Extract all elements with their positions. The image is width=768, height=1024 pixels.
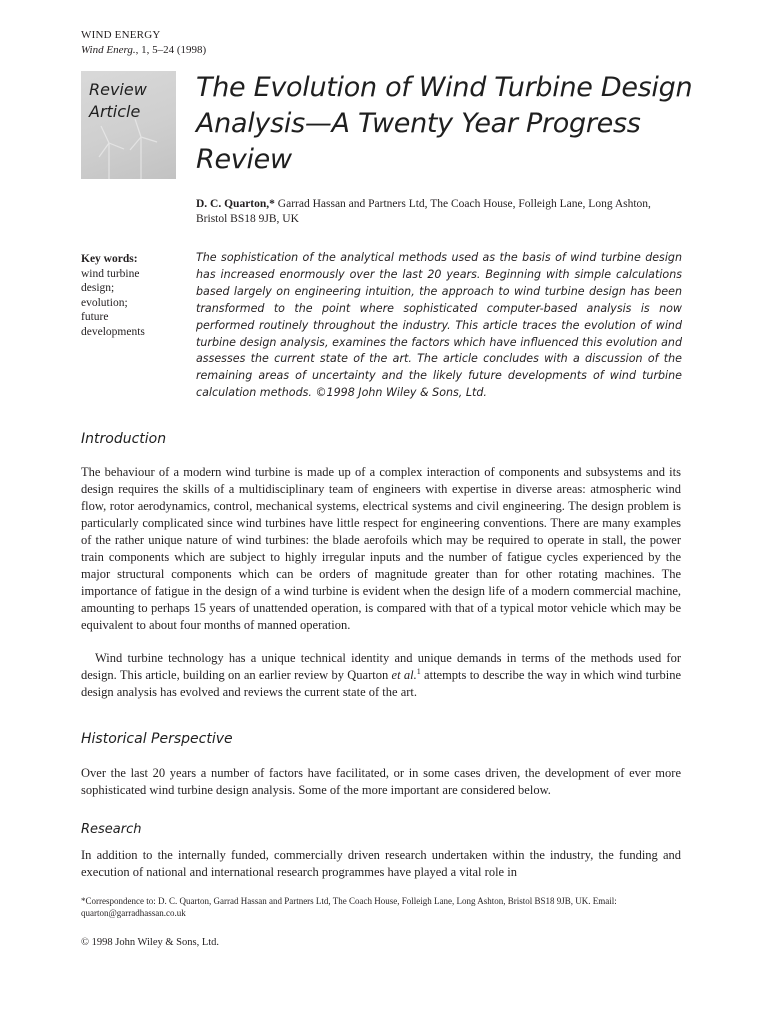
intro-paragraph-2 [81, 650, 681, 701]
keywords-list [81, 267, 181, 340]
review-article-label: Review Article [89, 80, 147, 121]
copyright-line: © 1998 John Wiley & Sons, Ltd. [81, 937, 220, 948]
abstract: The sophistication of the analytical methods used as the basis of wind turbine design has increased enormously over the last 20 years. Beginning with simple calculations based largely on engineering intuition, the approach to wind turbine design has been transformed to the point where sophisticated computer-based analysis is now performed routinely throughout the industry. This article traces the evolution of wind turbine design analysis, examines the factors which have influenced this evolution and assesses the current state of the art. The article concludes with a discussion of the remaining areas of uncertainty and the likely future developments of wind turbine calculation methods. ©1998 John Wiley & Sons, Ltd. [196, 251, 682, 400]
journal-name: WIND ENERGY [81, 29, 161, 41]
keyword-item: evolution; [81, 296, 128, 309]
historical-paragraph-1: Over the last 20 years a number of factors have facilitated, or in some cases driven, the development of ever more sophisticated wind turbine design analysis. Some of the more important are considered below. [81, 766, 681, 797]
subsection-heading-research: Research [81, 822, 142, 837]
author-name: D. C. Quarton,* [196, 198, 275, 210]
citation-volume-pages: , 1, 5–24 (1998) [135, 44, 207, 56]
keyword-item: design; [81, 282, 115, 294]
intro-paragraph-1: The behaviour of a modern wind turbine is made up of a complex interaction of components and subsystems and its design requires the skills of a multidisciplinary team of engineers with expertise in diverse areas: atmospheric wind flow, rotor aerodynamics, control, mechanical systems, electrical systems and civil engineering. The design problem is particularly complicated since wind turbines have little respect for engineering conventions. There are many examples of the rather unique nature of wind turbines: the blade aerofoils which may be required to operate in stall, the power train components which are subject to highly irregular inputs and the number of fatigue cycles experienced by the major structural components which can be orders of magnitude greater than for other rotating machines. The importance of fatigue in the design of a wind turbine is evident when the design life of a modern commercial machine, amounting to perhaps 15 years of unattended operation, is compared with that of a typical motor vehicle which may be equivalent to about four months of manned operation. [81, 465, 681, 632]
review-article-badge [81, 71, 176, 179]
citation-journal-abbrev: Wind Energ. [81, 44, 136, 56]
intro-p2-text-start: Wind turbine technology has a unique technical identity and unique demands in terms of the methods used for design. This article, building on an earlier review by Quarton [81, 651, 681, 682]
article-title: The Evolution of Wind Turbine Design Analysis—A Twenty Year Progress Review [196, 72, 693, 175]
keyword-item: developments [81, 325, 145, 338]
section-heading-historical-perspective: Historical Perspective [81, 731, 233, 747]
intro-p2-etal: et al. [391, 668, 417, 682]
keyword-item: wind turbine [81, 267, 140, 280]
section-heading-introduction: Introduction [81, 431, 167, 447]
author-affiliation: Garrad Hassan and Partners Ltd, The Coach House, Folleigh Lane, Long Ashton, Bristol BS18 9JB, UK [196, 198, 651, 225]
journal-citation [81, 44, 206, 56]
correspondence-footnote: *Correspondence to: D. C. Quarton, Garrad Hassan and Partners Ltd, The Coach House, Folleigh Lane, Long Ashton, Bristol BS18 9JB, UK. Email: quarton@garradhassan.co.uk [81, 896, 617, 918]
keywords-block [81, 252, 181, 339]
intro-p2-text-end: attempts to describe the way in which wind turbine design analysis has evolved and reviews the current state of the art. [81, 668, 681, 699]
reference-marker[interactable]: 1 [416, 666, 421, 676]
research-paragraph-1: In addition to the internally funded, commercially driven research undertaken within the industry, the funding and execution of national and international research programmes have played a vital role in [81, 848, 681, 879]
author-line [196, 197, 666, 227]
keyword-item: future [81, 311, 109, 323]
keywords-title: Key words: [81, 253, 138, 265]
